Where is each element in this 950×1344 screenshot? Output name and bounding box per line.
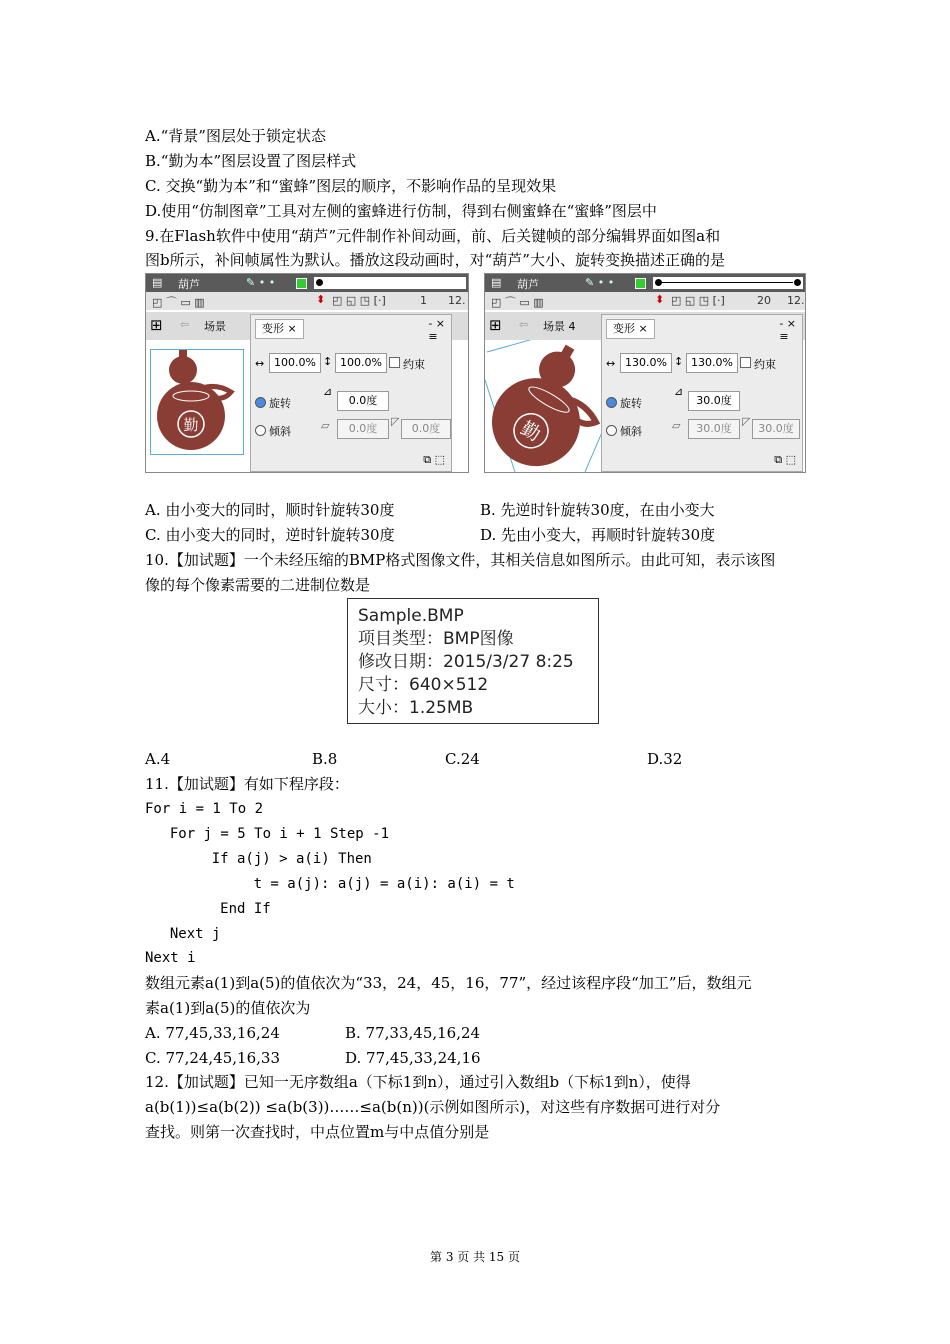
skew-v-field[interactable]: 0.0度 [401,419,451,439]
skew-h-icon: ▱ [321,419,330,432]
layer-name: 葫芦 [178,278,200,291]
timeline-controls [146,292,468,310]
skew-label: 倾斜 [620,425,642,438]
q11-desc-line2: 素a(1)到a(5)的值依次为 [145,999,311,1017]
timeline-controls [485,292,805,310]
onion-skin-icon[interactable]: ◰ ◱ ◳ [·] [671,294,725,307]
pencil-icon: ✎ • • [246,276,276,289]
flash-screenshot-a [145,273,469,473]
svg-text:勤: 勤 [516,417,545,446]
skew-h-field[interactable]: 0.0度 [337,419,389,439]
q9-option-b: B. 先逆时针旋转30度，在由小变大 [480,501,715,519]
frame-rate: 12. [448,294,466,307]
keyframe-dot [794,279,801,286]
layer-icon: ▤ [152,276,163,289]
q10-option-a: A.4 [145,750,171,768]
rotate-field[interactable]: 0.0度 [337,391,389,411]
info-filename: Sample.BMP [358,606,464,626]
q11-stem: 11.【加试题】有如下程序段： [145,775,349,793]
q10-stem-line2: 像的每个像素需要的二进制位数是 [145,576,371,594]
code-line: Next i [145,950,196,966]
q11-option-c: C. 77,24,45,16,33 [145,1049,280,1067]
constrain-checkbox[interactable] [389,357,400,368]
layer-name: 葫芦 [517,278,539,291]
back-arrow-icon[interactable]: ⇦ [519,318,529,331]
rotate-radio[interactable] [606,397,617,408]
info-size: 大小：1.25MB [358,698,474,718]
q10-option-d: D.32 [647,750,683,768]
q12-line1: 12.【加试题】已知一无序数组a（下标1到n），通过引入数组b（下标1到n），使得 [145,1073,691,1091]
skew-v-field[interactable]: 30.0度 [752,419,800,439]
q8-option-a: A.“背景”图层处于锁定状态 [145,127,326,145]
keyframe-dot [316,279,323,286]
q12-line2: a(b(1))≤a(b(2)) ≤a(b(3))……≤a(b(n))(示例如图所示)，对这些有序数据可进行对分 [145,1098,721,1116]
flash-screenshot-b [484,273,806,473]
q10-option-b: B.8 [312,750,338,768]
scene-label[interactable]: 场景 4 [543,320,576,333]
constrain-label: 约束 [754,358,776,371]
q9-option-c: C. 由小变大的同时，逆时针旋转30度 [145,526,395,544]
playhead-icon[interactable]: ⬍ [655,293,665,306]
q8-option-b: B.“勤为本”图层设置了图层样式 [145,152,357,170]
panel-menu-icon[interactable]: - × ≡ [779,317,796,343]
layer-color-swatch [635,278,646,289]
transform-panel [250,314,452,472]
timeline-frames[interactable] [653,277,803,289]
width-field[interactable]: 100.0% [269,353,321,373]
info-type: 项目类型：BMP图像 [358,629,514,649]
q9-stem-line1: 9.在Flash软件中使用“葫芦”元件制作补间动画，前、后关键帧的部分编辑界面如图a和 [145,227,721,245]
panel-buttons-icon[interactable]: ⧉ ⬚ [774,453,796,466]
rotate-angle-icon: ⊿ [323,385,333,398]
rotate-radio[interactable] [255,397,266,408]
frame-rate: 12. [787,294,805,307]
transform-panel [601,314,803,472]
stage-icon[interactable]: ⊞ [489,316,502,334]
scene-label[interactable]: 场景 [204,320,226,333]
skew-h-icon: ▱ [672,419,681,432]
q8-option-c: C. 交换“勤为本”和“蜜蜂”图层的顺序，不影响作品的呈现效果 [145,177,557,195]
q11-option-d: D. 77,45,33,24,16 [345,1049,481,1067]
stage-area [485,340,603,472]
skew-radio[interactable] [255,425,266,436]
timeline-frames[interactable] [314,277,466,289]
width-arrow-icon: ↔ [255,357,265,370]
q9-option-d: D. 先由小变大，再顺时针旋转30度 [480,526,716,544]
timeline-layer-row [485,274,805,292]
stage-area [150,349,244,455]
tab-transform[interactable]: 变形 × [255,319,304,339]
info-modified: 修改日期：2015/3/27 8:25 [358,652,574,672]
rotate-field[interactable]: 30.0度 [688,391,740,411]
pencil-icon: ✎ • • [585,276,615,289]
constrain-checkbox[interactable] [740,357,751,368]
tween-line [661,282,793,283]
width-arrow-icon: ↔ [606,357,616,370]
skew-v-icon: ◸ [742,415,751,428]
height-field[interactable]: 100.0% [335,353,387,373]
q11-option-b: B. 77,33,45,16,24 [345,1024,481,1042]
layer-color-swatch [296,278,307,289]
frame-number: 20 [757,294,771,307]
svg-text:勤: 勤 [183,416,199,434]
rotate-label: 旋转 [269,397,291,410]
gourd-graphic [485,340,603,472]
skew-radio[interactable] [606,425,617,436]
stage-icon[interactable]: ⊞ [150,316,163,334]
q9-stem-line2: 图b所示，补间帧属性为默认。播放这段动画时，对“葫芦”大小、旋转变换描述正确的是 [145,251,725,269]
code-line: t = a(j): a(j) = a(i): a(i) = t [203,876,515,892]
height-field[interactable]: 130.0% [686,353,738,373]
gourd-graphic [151,350,243,454]
rotate-label: 旋转 [620,397,642,410]
code-line: Next j [153,926,221,942]
code-line: If a(j) > a(i) Then [178,851,372,867]
code-line: For j = 5 To i + 1 Step -1 [153,826,390,842]
skew-v-icon: ◸ [391,415,400,428]
timeline-buttons-icon[interactable]: ◰ ⌒ ▭ ▥ [152,296,205,309]
rotate-angle-icon: ⊿ [674,385,684,398]
constrain-label: 约束 [403,358,425,371]
height-arrow-icon: ↕ [674,355,684,368]
frame-number: 1 [420,294,427,307]
q9-option-a: A. 由小变大的同时，顺时针旋转30度 [145,501,395,519]
back-arrow-icon[interactable]: ⇦ [180,318,190,331]
playhead-icon[interactable]: ⬍ [316,293,326,306]
q10-option-c: C.24 [445,750,480,768]
code-line: End If [178,901,271,917]
tab-transform[interactable]: 变形 × [606,319,655,339]
layer-icon: ▤ [491,276,502,289]
q11-desc-line1: 数组元素a(1)到a(5)的值依次为“33，24，45，16，77”，经过该程序段“加工”后，数组元 [145,974,752,992]
width-field[interactable]: 130.0% [620,353,672,373]
bmp-info-box [347,598,599,724]
onion-skin-icon[interactable]: ◰ ◱ ◳ [·] [332,294,386,307]
panel-buttons-icon[interactable]: ⧉ ⬚ [423,453,445,466]
timeline-layer-row [146,274,468,292]
q12-line3: 查找。则第一次查找时，中点位置m与中点值分别是 [145,1123,490,1141]
code-line: For i = 1 To 2 [145,801,264,817]
timeline-buttons-icon[interactable]: ◰ ⌒ ▭ ▥ [491,296,544,309]
info-dimensions: 尺寸：640×512 [358,675,489,695]
q10-stem-line1: 10.【加试题】一个未经压缩的BMP格式图像文件，其相关信息如图所示。由此可知，表示该图 [145,551,776,569]
page-footer: 第 3 页 共 15 页 [430,1250,520,1264]
height-arrow-icon: ↕ [323,355,333,368]
panel-menu-icon[interactable]: - × ≡ [428,317,445,343]
skew-h-field[interactable]: 30.0度 [688,419,740,439]
skew-label: 倾斜 [269,425,291,438]
q8-option-d: D.使用“仿制图章”工具对左侧的蜜蜂进行仿制，得到右侧蜜蜂在“蜜蜂”图层中 [145,202,657,220]
q11-option-a: A. 77,45,33,16,24 [145,1024,280,1042]
